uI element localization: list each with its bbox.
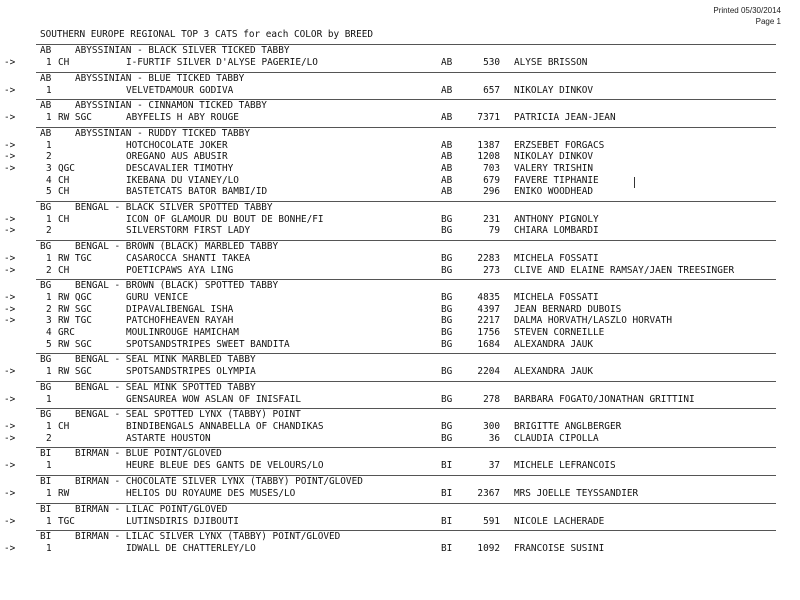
points-score: 1387 (477, 139, 500, 151)
winner-arrow: -> (4, 84, 16, 96)
owner-name: ALEXANDRA JAUK (514, 338, 594, 350)
breed-code: BI (40, 531, 52, 543)
winner-arrow: -> (4, 421, 16, 433)
page-number: Page 1 (755, 17, 781, 26)
cat-name: GURU VENICE (126, 292, 189, 304)
winner-arrow: -> (4, 225, 16, 237)
ranking-row (0, 140, 800, 152)
cat-name: ASTARTE HOUSTON (126, 432, 211, 444)
cat-name: OREGANO AUS ABUSIR (126, 151, 228, 163)
rank-number: 1 (46, 543, 52, 555)
breed-code-cell: BI (441, 488, 453, 500)
ranking-row (0, 460, 800, 472)
ranking-row (0, 315, 800, 327)
breed-code: BG (40, 354, 52, 366)
cat-title: CH (58, 174, 70, 186)
winner-arrow: -> (4, 139, 16, 151)
breed-color-group (0, 201, 800, 240)
points-score: 278 (483, 393, 500, 405)
winner-arrow: -> (4, 488, 16, 500)
ranking-row (0, 433, 800, 445)
ranking-row (0, 292, 800, 304)
cat-title: CH (58, 421, 70, 433)
cat-name: HEURE BLEUE DES GANTS DE VELOURS/LO (126, 460, 324, 472)
ranking-row (0, 253, 800, 265)
breed-color-name: BENGAL - BLACK SILVER SPOTTED TABBY (75, 201, 273, 213)
winner-arrow: -> (4, 162, 16, 174)
rank-number: 3 (46, 315, 52, 327)
cat-title: GRC (58, 326, 75, 338)
breed-color-group (0, 99, 800, 127)
owner-name: FAVERE TIPHANIE (514, 174, 599, 186)
winner-arrow: -> (4, 393, 16, 405)
rank-number: 5 (46, 186, 52, 198)
cat-title: CH (58, 264, 70, 276)
owner-name: ENIKO WOODHEAD (514, 186, 594, 198)
breed-color-group (0, 353, 800, 381)
breed-code-cell: AB (441, 84, 453, 96)
winner-arrow: -> (4, 292, 16, 304)
breed-code-cell: AB (441, 186, 453, 198)
cat-name: BINDIBENGALS ANNABELLA OF CHANDIKAS (126, 421, 324, 433)
rank-number: 3 (46, 162, 52, 174)
ranking-row (0, 327, 800, 339)
cat-name: HELIOS DU ROYAUME DES MUSES/LO (126, 488, 296, 500)
owner-name: MICHELE LEFRANCOIS (514, 460, 616, 472)
breed-code: BG (40, 240, 52, 252)
breed-color-group (0, 279, 800, 353)
breed-color-name: BENGAL - SEAL MINK MARBLED TABBY (75, 354, 256, 366)
cat-title: RW SGC (58, 112, 92, 124)
points-score: 703 (483, 162, 500, 174)
cat-title: RW SGC (58, 366, 92, 378)
owner-name: ANTHONY PIGNOLY (514, 213, 599, 225)
group-header (36, 475, 776, 488)
breed-color-name: ABYSSINIAN - RUDDY TICKED TABBY (75, 127, 250, 139)
breed-code: AB (40, 72, 52, 84)
group-header (36, 279, 776, 292)
rank-number: 1 (46, 84, 52, 96)
winner-arrow: -> (4, 252, 16, 264)
breed-color-group (0, 44, 800, 72)
winner-arrow: -> (4, 315, 16, 327)
cat-name: POETICPAWS AYA LING (126, 264, 234, 276)
ranking-row (0, 186, 800, 198)
points-score: 300 (483, 421, 500, 433)
ranking-row (0, 339, 800, 351)
cat-name: MOULINROUGE HAMICHAM (126, 326, 239, 338)
rank-number: 1 (46, 139, 52, 151)
group-header (36, 201, 776, 214)
owner-name: MRS JOELLE TEYSSANDIER (514, 488, 639, 500)
cat-name: PATCHOFHEAVEN RAYAH (126, 315, 234, 327)
rank-number: 2 (46, 151, 52, 163)
ranking-row (0, 225, 800, 237)
report-groups (0, 44, 800, 558)
rank-number: 2 (46, 432, 52, 444)
owner-name: BARBARA FOGATO/JONATHAN GRITTINI (514, 393, 695, 405)
owner-name: ALEXANDRA JAUK (514, 366, 594, 378)
cat-name: GENSAUREA WOW ASLAN OF INISFAIL (126, 393, 301, 405)
breed-code-cell: BG (441, 213, 453, 225)
points-score: 1092 (477, 543, 500, 555)
cat-title: TGC (58, 515, 75, 527)
rank-number: 1 (46, 393, 52, 405)
breed-code-cell: AB (441, 174, 453, 186)
breed-code-cell: AB (441, 151, 453, 163)
breed-code: BI (40, 476, 52, 488)
owner-name: MICHELA FOSSATI (514, 292, 599, 304)
group-header (36, 240, 776, 253)
owner-name: NICOLE LACHERADE (514, 515, 605, 527)
rank-number: 1 (46, 488, 52, 500)
points-score: 231 (483, 213, 500, 225)
breed-color-name: BIRMAN - CHOCOLATE SILVER LYNX (TABBY) POINT/GLOVED (75, 476, 363, 488)
owner-name: CHIARA LOMBARDI (514, 225, 599, 237)
cat-name: SILVERSTORM FIRST LADY (126, 225, 251, 237)
owner-name: VALERY TRISHIN (514, 162, 594, 174)
print-info (713, 5, 781, 27)
winner-arrow: -> (4, 543, 16, 555)
cat-name: CASAROCCA SHANTI TAKEA (126, 252, 251, 264)
breed-code-cell: BG (441, 252, 453, 264)
cat-title: CH (58, 186, 70, 198)
breed-color-group (0, 503, 800, 531)
rank-number: 5 (46, 338, 52, 350)
group-header (36, 530, 776, 543)
points-score: 4835 (477, 292, 500, 304)
ranking-row (0, 151, 800, 163)
breed-color-name: BENGAL - SEAL SPOTTED LYNX (TABBY) POINT (75, 409, 301, 421)
breed-color-group (0, 408, 800, 447)
group-header (36, 44, 776, 57)
rank-number: 1 (46, 460, 52, 472)
rank-number: 4 (46, 326, 52, 338)
points-score: 37 (488, 460, 500, 472)
group-header (36, 503, 776, 516)
points-score: 36 (488, 432, 500, 444)
winner-arrow: -> (4, 432, 16, 444)
group-header (36, 99, 776, 112)
group-header (36, 127, 776, 140)
owner-name: STEVEN CORNEILLE (514, 326, 605, 338)
breed-code: BI (40, 448, 52, 460)
cat-title: RW SGC (58, 338, 92, 350)
rank-number: 1 (46, 213, 52, 225)
points-score: 2367 (477, 488, 500, 500)
breed-color-name: BENGAL - BROWN (BLACK) MARBLED TABBY (75, 240, 279, 252)
breed-code-cell: BG (441, 338, 453, 350)
points-score: 2283 (477, 252, 500, 264)
cat-title: RW TGC (58, 252, 92, 264)
breed-code-cell: BG (441, 421, 453, 433)
breed-code-cell: BG (441, 264, 453, 276)
owner-name: CLIVE AND ELAINE RAMSAY/JAEN TREESINGER (514, 264, 735, 276)
cat-name: ABYFELIS H ABY ROUGE (126, 112, 239, 124)
owner-name: DALMA HORVATH/LASZLO HORVATH (514, 315, 673, 327)
points-score: 679 (483, 174, 500, 186)
points-score: 1208 (477, 151, 500, 163)
ranking-row (0, 516, 800, 528)
ranking-row (0, 543, 800, 555)
breed-code-cell: BI (441, 515, 453, 527)
ranking-row (0, 366, 800, 378)
breed-code-cell: AB (441, 57, 453, 68)
cat-title: CH (58, 213, 70, 225)
breed-color-group (0, 127, 800, 201)
ranking-row (0, 85, 800, 97)
ranking-row (0, 163, 800, 175)
cat-name: BASTETCATS BATOR BAMBI/ID (126, 186, 268, 198)
breed-color-group (0, 530, 800, 558)
winner-arrow: -> (4, 57, 16, 68)
cat-name: LUTINSDIRIS DJIBOUTI (126, 515, 239, 527)
cat-name: VELVETDAMOUR GODIVA (126, 84, 234, 96)
rank-number: 1 (46, 252, 52, 264)
cat-name: DESCAVALIER TIMOTHY (126, 162, 234, 174)
owner-name: BRIGITTE ANGLBERGER (514, 421, 622, 433)
breed-code-cell: BI (441, 460, 453, 472)
winner-arrow: -> (4, 303, 16, 315)
breed-code-cell: BG (441, 393, 453, 405)
winner-arrow: -> (4, 460, 16, 472)
cat-name: IKEBANA DU VIANEY/LO (126, 174, 239, 186)
owner-name: CLAUDIA CIPOLLA (514, 432, 599, 444)
owner-name: FRANCOISE SUSINI (514, 543, 605, 555)
points-score: 296 (483, 186, 500, 198)
cat-title: RW SGC (58, 303, 92, 315)
points-score: 1756 (477, 326, 500, 338)
ranking-row (0, 421, 800, 433)
points-score: 530 (483, 57, 500, 68)
ranking-row (0, 175, 800, 187)
rank-number: 1 (46, 112, 52, 124)
report-title: SOUTHERN EUROPE REGIONAL TOP 3 CATS for each COLOR by BREED (40, 29, 374, 40)
rank-number: 1 (46, 515, 52, 527)
winner-arrow: -> (4, 366, 16, 378)
owner-name: PATRICIA JEAN-JEAN (514, 112, 616, 124)
breed-color-group (0, 72, 800, 100)
cat-name: HOTCHOCOLATE JOKER (126, 139, 228, 151)
breed-code-cell: BG (441, 366, 453, 378)
breed-code-cell: BG (441, 326, 453, 338)
owner-name: JEAN BERNARD DUBOIS (514, 303, 622, 315)
points-score: 273 (483, 264, 500, 276)
cat-name: DIPAVALIBENGAL ISHA (126, 303, 234, 315)
breed-code-cell: BG (441, 432, 453, 444)
cat-title: RW QGC (58, 292, 92, 304)
ranking-row (0, 488, 800, 500)
breed-color-name: BENGAL - BROWN (BLACK) SPOTTED TABBY (75, 280, 279, 292)
cat-title: CH (58, 57, 70, 68)
owner-name: ERZSEBET FORGACS (514, 139, 605, 151)
points-score: 657 (483, 84, 500, 96)
rank-number: 1 (46, 421, 52, 433)
breed-color-name: ABYSSINIAN - BLACK SILVER TICKED TABBY (75, 45, 290, 56)
breed-color-group (0, 240, 800, 279)
owner-name: ALYSE BRISSON (514, 57, 588, 68)
cat-name: IDWALL DE CHATTERLEY/LO (126, 543, 256, 555)
ranking-row (0, 112, 800, 124)
ranking-row (0, 57, 800, 69)
cat-name: SPOTSANDSTRIPES SWEET BANDITA (126, 338, 290, 350)
printed-date: Printed 05/30/2014 (713, 6, 781, 15)
winner-arrow: -> (4, 213, 16, 225)
winner-arrow: -> (4, 112, 16, 124)
breed-code-cell: BG (441, 225, 453, 237)
rank-number: 1 (46, 366, 52, 378)
points-score: 79 (488, 225, 500, 237)
breed-code: BI (40, 503, 52, 515)
points-score: 2204 (477, 366, 500, 378)
ranking-row (0, 214, 800, 226)
breed-code: BG (40, 201, 52, 213)
rank-number: 1 (46, 57, 52, 68)
breed-code-cell: BG (441, 292, 453, 304)
group-header (36, 72, 776, 85)
breed-code-cell: BI (441, 543, 453, 555)
cat-title: QGC (58, 162, 75, 174)
breed-code: BG (40, 381, 52, 393)
ranking-row (0, 304, 800, 316)
breed-code-cell: BG (441, 315, 453, 327)
owner-name: NIKOLAY DINKOV (514, 151, 594, 163)
breed-color-name: BIRMAN - LILAC SILVER LYNX (TABBY) POINT/GLOVED (75, 531, 341, 543)
cat-name: I-FURTIF SILVER D'ALYSE PAGERIE/LO (126, 57, 318, 68)
breed-code: BG (40, 280, 52, 292)
breed-color-group (0, 381, 800, 409)
cat-name: ICON OF GLAMOUR DU BOUT DE BONHE/FI (126, 213, 324, 225)
winner-arrow: -> (4, 151, 16, 163)
points-score: 1684 (477, 338, 500, 350)
rank-number: 2 (46, 225, 52, 237)
breed-color-name: BIRMAN - BLUE POINT/GLOVED (75, 448, 222, 460)
cat-title: RW TGC (58, 315, 92, 327)
breed-code-cell: AB (441, 162, 453, 174)
breed-code: AB (40, 100, 52, 112)
owner-name: NIKOLAY DINKOV (514, 84, 594, 96)
breed-color-group (0, 475, 800, 503)
winner-arrow: -> (4, 264, 16, 276)
breed-color-name: ABYSSINIAN - BLUE TICKED TABBY (75, 72, 245, 84)
points-score: 2217 (477, 315, 500, 327)
breed-color-name: BIRMAN - LILAC POINT/GLOVED (75, 503, 228, 515)
group-header (36, 381, 776, 394)
breed-code-cell: AB (441, 112, 453, 124)
rank-number: 1 (46, 292, 52, 304)
breed-color-name: BENGAL - SEAL MINK SPOTTED TABBY (75, 381, 256, 393)
breed-color-name: ABYSSINIAN - CINNAMON TICKED TABBY (75, 100, 267, 112)
ranking-row (0, 394, 800, 406)
cat-title: RW (58, 488, 70, 500)
group-spacer (0, 555, 800, 558)
owner-name: MICHELA FOSSATI (514, 252, 599, 264)
group-header (36, 447, 776, 460)
points-score: 591 (483, 515, 500, 527)
breed-code: AB (40, 127, 52, 139)
breed-code: BG (40, 409, 52, 421)
breed-code-cell: AB (441, 139, 453, 151)
breed-color-group (0, 447, 800, 475)
rank-number: 4 (46, 174, 52, 186)
breed-code: AB (40, 45, 52, 56)
rank-number: 2 (46, 264, 52, 276)
ranking-row (0, 265, 800, 277)
cat-name: SPOTSANDSTRIPES OLYMPIA (126, 366, 256, 378)
points-score: 7371 (477, 112, 500, 124)
rank-number: 2 (46, 303, 52, 315)
text-cursor (634, 177, 635, 188)
breed-code-cell: BG (441, 303, 453, 315)
winner-arrow: -> (4, 515, 16, 527)
group-header (36, 408, 776, 421)
points-score: 4397 (477, 303, 500, 315)
group-header (36, 353, 776, 366)
